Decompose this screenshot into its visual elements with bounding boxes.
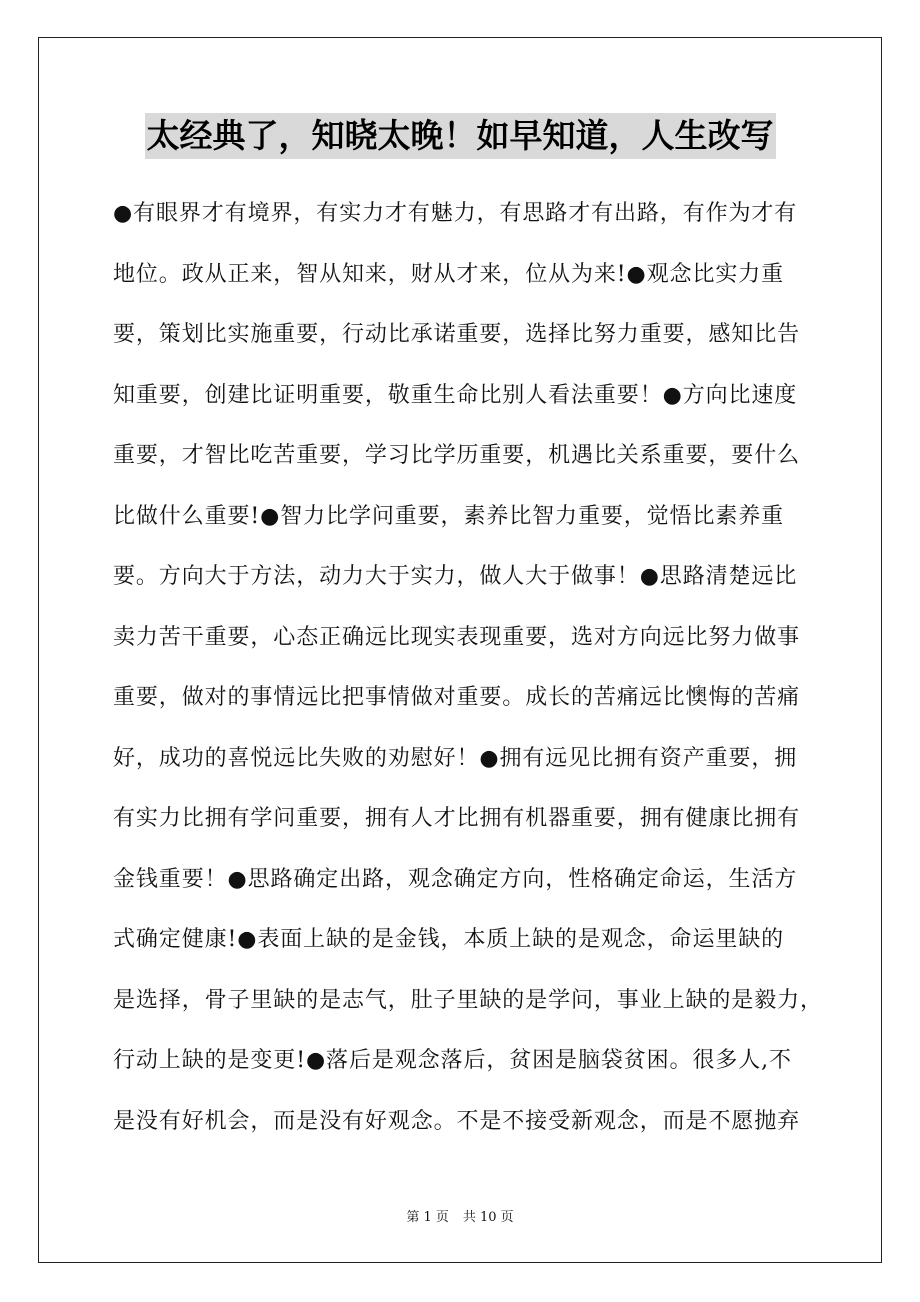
body-line: 要，策划比实施重要，行动比承诺重要，选择比努力重要，感知比告 (113, 322, 801, 347)
body-line: 重要，做对的事情远比把事情做对重要。成长的苦痛远比懊悔的苦痛 (113, 685, 801, 710)
body-line: 是选择，骨子里缺的是志气，肚子里缺的是学问，事业上缺的是毅力， (113, 987, 823, 1013)
page-total: 共 10 页 (462, 1210, 514, 1225)
body-line: 行动上缺的是变更!●落后是观念落后，贫困是脑袋贫困。很多人,不 (113, 1048, 792, 1073)
body-line: 好，成功的喜悦远比失败的劝慰好！●拥有远见比拥有资产重要，拥 (113, 745, 798, 771)
body-line: 卖力苦干重要，心态正确远比现实表现重要，选对方向远比努力做事 (113, 624, 801, 650)
document-body (113, 190, 833, 1158)
body-line: 是没有好机会，而是没有好观念。不是不接受新观念，而是不愿抛弃 (113, 1108, 801, 1134)
body-line: ●有眼界才有境界，有实力才有魅力，有思路才有出路，有作为才有 (113, 201, 798, 226)
body-line: 比做什么重要!●智力比学问重要，素养比智力重要，觉悟比素养重 (113, 503, 785, 529)
body-line: 金钱重要！●思路确定出路，观念确定方向，性格确定命运，生活方 (113, 866, 798, 892)
page-footer (0, 1206, 920, 1225)
title-container (0, 113, 920, 159)
body-line: 重要，才智比吃苦重要，学习比学历重要，机遇比关系重要，要什么 (113, 443, 801, 468)
body-line: 式确定健康!●表面上缺的是金钱，本质上缺的是观念，命运里缺的 (113, 927, 785, 952)
document-title: 太经典了，知晓太晚！如早知道，人生改写 (145, 113, 776, 159)
body-line: 有实力比拥有学问重要，拥有人才比拥有机器重要，拥有健康比拥有 (113, 806, 801, 831)
body-line: 知重要，创建比证明重要，敬重生命比别人看法重要！●方向比速度 (113, 382, 798, 408)
body-line: 地位。政从正来，智从知来，财从才来，位从为来!●观念比实力重 (113, 261, 785, 287)
page-number: 第 1 页 (406, 1210, 449, 1225)
body-line: 要。方向大于方法，动力大于实力，做人大于做事！●思路清楚远比 (113, 564, 798, 589)
